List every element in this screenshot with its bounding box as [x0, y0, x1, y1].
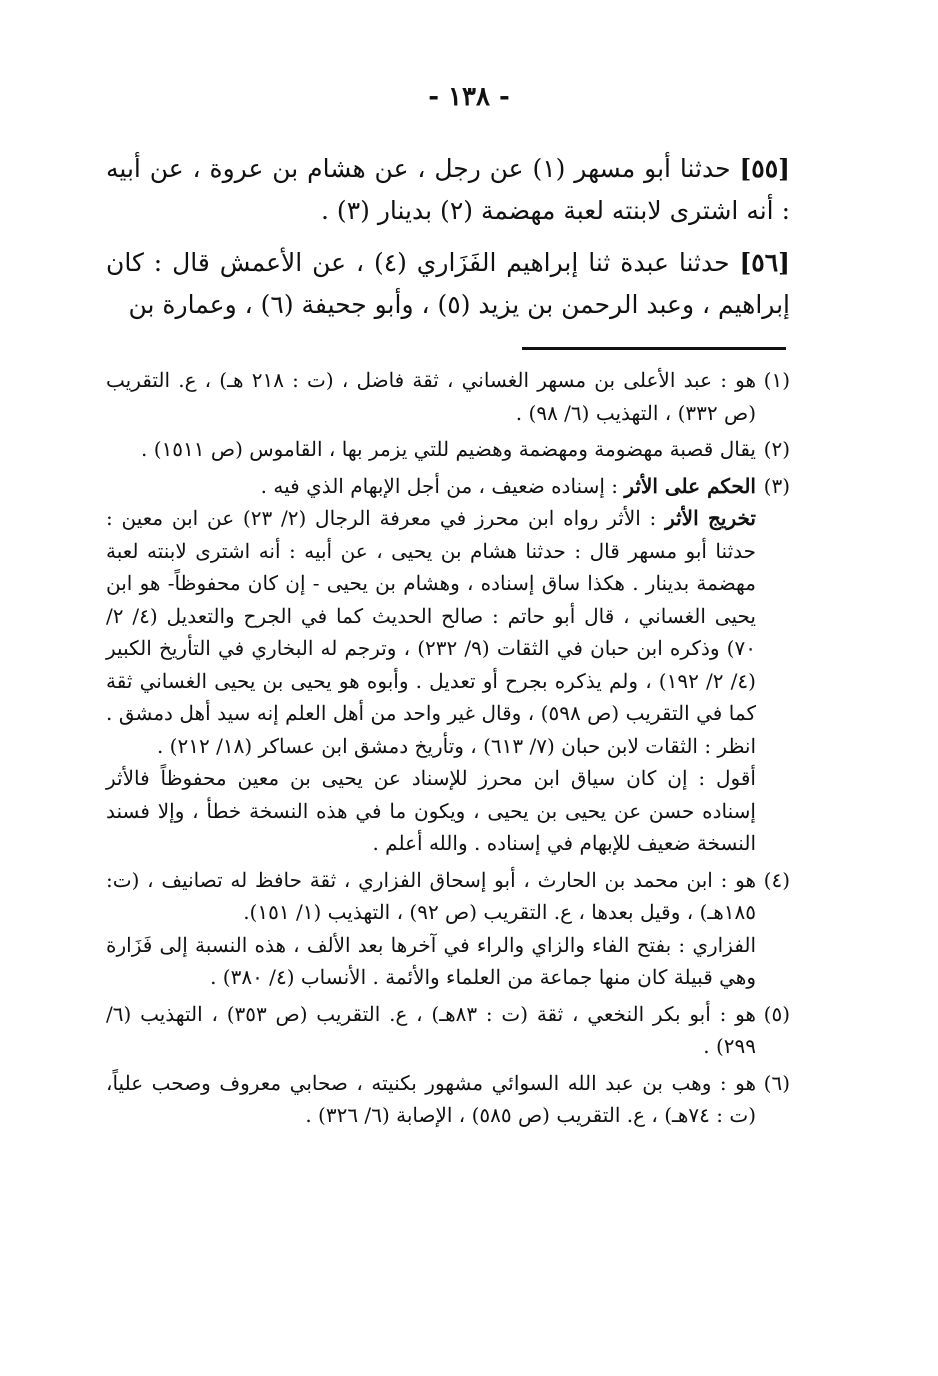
- takhrij-label: تخريج الأثر: [665, 506, 756, 530]
- footnote-mark: (٤): [763, 867, 790, 892]
- footnote-text: هو : أبو بكر النخعي ، ثقة (ت : ٨٣هـ) ، ع. التقريب (ص ٣٥٣) ، التهذيب (٦/ ٢٩٩) .: [106, 1001, 756, 1058]
- hadith-number: [٥٦]: [739, 248, 790, 277]
- footnote-mark: (٣): [763, 473, 790, 498]
- footnote-mark: (٦): [763, 1070, 790, 1095]
- page-number: - ١٣٨ -: [428, 82, 510, 112]
- hadith-text: حدثنا أبو مسهر (١) عن رجل ، عن هشام بن عروة ، عن أبيه : أنه اشترى لابنته لعبة مهضمة (٢) بدينار (٣) .: [106, 154, 790, 225]
- footnote-1: [106, 364, 790, 429]
- footnote-text: هو : عبد الأعلى بن مسهر الغساني ، ثقة فاضل ، (ت : ٢١٨ هـ) ، ع. التقريب (ص ٣٣٢) ، التهذيب (٦/ ٩٨) .: [106, 368, 756, 425]
- footnote-text: هو : وهب بن عبد الله السوائي مشهور بكنيته ، صحابي معروف وصحب علياً، (ت : ٧٤هـ) ، ع. التقريب (ص ٥٨٥) ، الإصابة (٦/ ٣٢٦) .: [106, 1070, 756, 1127]
- footnote-separator: [522, 347, 786, 350]
- hadith-55: [106, 148, 790, 232]
- aqul-paragraph: أقول : إن كان سياق ابن محرز للإسناد عن يحيى بن معين محفوظاً فالأثر إسناده حسن عن يحيى بن يحيى ، ويكون ما في هذه النسخة خطأ ، وإلا فسند النسخة ضعيف للإبهام في إسناده . والله أعلم .: [106, 766, 756, 855]
- hadith-text: حدثنا عبدة ثنا إبراهيم الفَزَاري (٤) ، عن الأعمش قال : كان إبراهيم ، وعبد الرحمن بن يزيد (٥) ، وأبو جحيفة (٦) ، وعمارة بن: [106, 248, 790, 319]
- takhrij-text: : الأثر رواه ابن محرز في معرفة الرجال (٢/ ٢٣) عن ابن معين : حدثنا أبو مسهر قال : حدثنا هشام بن يحيى ، عن أبيه : أنه اشترى لابنته لعبة مهضمة بدينار . هكذا ساق إسناده ، وهشام بن يحيى - إن كان محفوظاً- هو ابن يحيى الغساني ، قال أبو حاتم : صالح الحديث كما في الجرح والتعديل (٤/ ٢/ ٧٠) وذكره ابن حبان في الثقات (٩/ ٢٣٢) ، وترجم له البخاري في التأريخ الكبير (٤/ ٢/ ١٩٢) ، ولم يذكره بجرح أو تعديل . وأبوه هو يحيى بن يحيى الغساني ثقة كما في التقريب (ص ٥٩٨) ، وقال غير واحد من أهل العلم إنه سيد أهل دمشق . انظر : الثقات لابن حبان (٧/ ٦١٣) ، وتأريخ دمشق ابن عساكر (١٨/ ٢١٢) .: [106, 506, 756, 758]
- hadith-56: [106, 242, 790, 326]
- footnote-mark: (٥): [763, 1001, 790, 1026]
- footnote-mark: (١): [763, 368, 790, 392]
- footnote-3: [106, 470, 790, 860]
- footnote-text: هو : ابن محمد بن الحارث ، أبو إسحاق الفزاري ، ثقة حافظ له تصانيف ، (ت: ١٨٥هـ) ، وقيل بعدها ، ع. التقريب (ص ٩٢) ، التهذيب (١/ ١٥١).: [106, 867, 756, 924]
- main-text: [106, 148, 790, 336]
- footnote-mark: (٢): [763, 437, 790, 461]
- footnote-4: [106, 864, 790, 994]
- hukm-text: : إسناده ضعيف ، من أجل الإبهام الذي فيه .: [260, 473, 618, 498]
- hukm-label: الحكم على الأثر: [624, 473, 756, 498]
- footnote-text: يقال قصبة مهضومة ومهضمة وهضيم للتي يزمر بها ، القاموس (ص ١٥١١) .: [141, 437, 756, 461]
- footnote-text-2: الفزاري : بفتح الفاء والزاي والراء في آخرها بعد الألف ، هذه النسبة إلى فَزَارة وهي قبيلة كان منها جماعة من العلماء والأئمة . الأنساب (٤/ ٣٨٠) .: [106, 932, 756, 989]
- footnote-5: [106, 998, 790, 1063]
- footnote-2: [106, 433, 790, 466]
- footnote-6: [106, 1067, 790, 1132]
- hukm-paragraph: [106, 470, 756, 503]
- hadith-number: [٥٥]: [739, 154, 790, 183]
- takhrij-paragraph: [106, 502, 756, 762]
- footnotes: [106, 364, 790, 1136]
